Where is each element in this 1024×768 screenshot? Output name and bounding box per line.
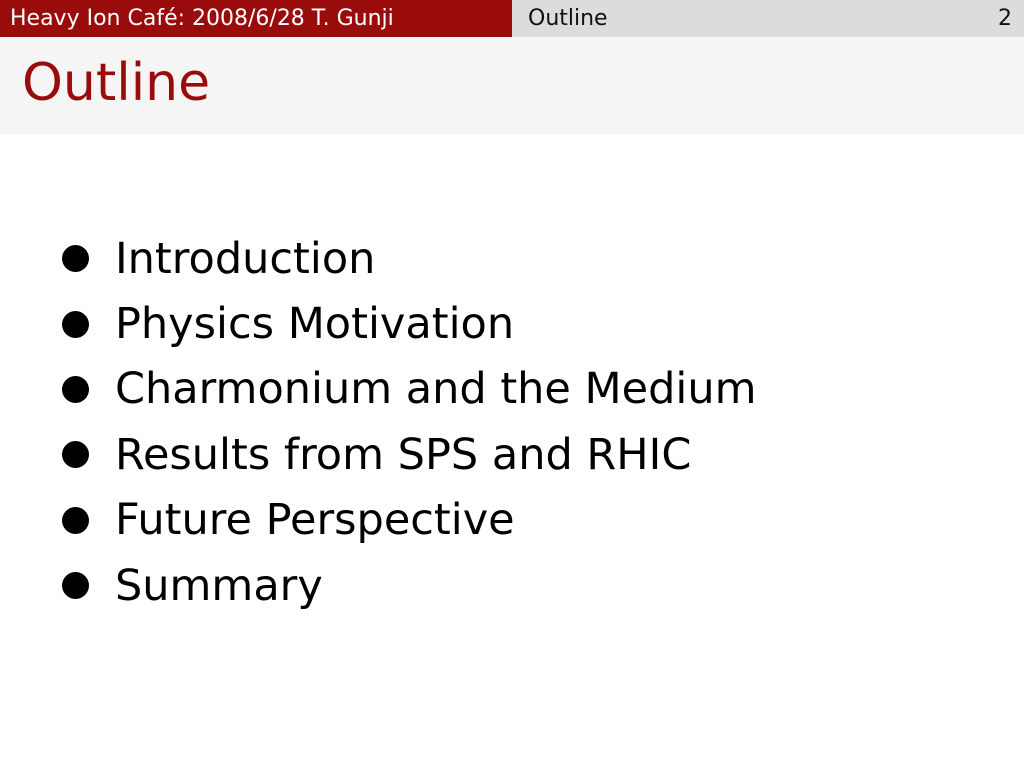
bullet-text: Introduction [115, 233, 376, 284]
slide-title: Outline [22, 53, 211, 113]
bullet-list [62, 226, 757, 618]
bullet-text: Results from SPS and RHIC [115, 429, 692, 480]
header-event-author: Heavy Ion Café: 2008/6/28 T. Gunji [0, 0, 512, 37]
bullet-icon [62, 507, 89, 534]
header-bar [0, 0, 1024, 37]
bullet-icon [62, 311, 89, 338]
bullet-icon [62, 441, 89, 468]
bullet-icon [62, 245, 89, 272]
bullet-text: Physics Motivation [115, 299, 515, 350]
list-item [62, 488, 757, 553]
title-band [0, 37, 1024, 134]
bullet-text: Charmonium and the Medium [115, 364, 757, 415]
list-item [62, 357, 757, 422]
bullet-icon [62, 376, 89, 403]
list-item [62, 226, 757, 291]
page-number: 2 [998, 6, 1012, 31]
header-section-title: Outline [528, 6, 608, 31]
bullet-text: Future Perspective [115, 495, 515, 546]
list-item [62, 553, 757, 618]
list-item [62, 422, 757, 487]
list-item [62, 291, 757, 356]
header-section-area [512, 0, 1024, 37]
bullet-icon [62, 572, 89, 599]
bullet-text: Summary [115, 560, 323, 611]
